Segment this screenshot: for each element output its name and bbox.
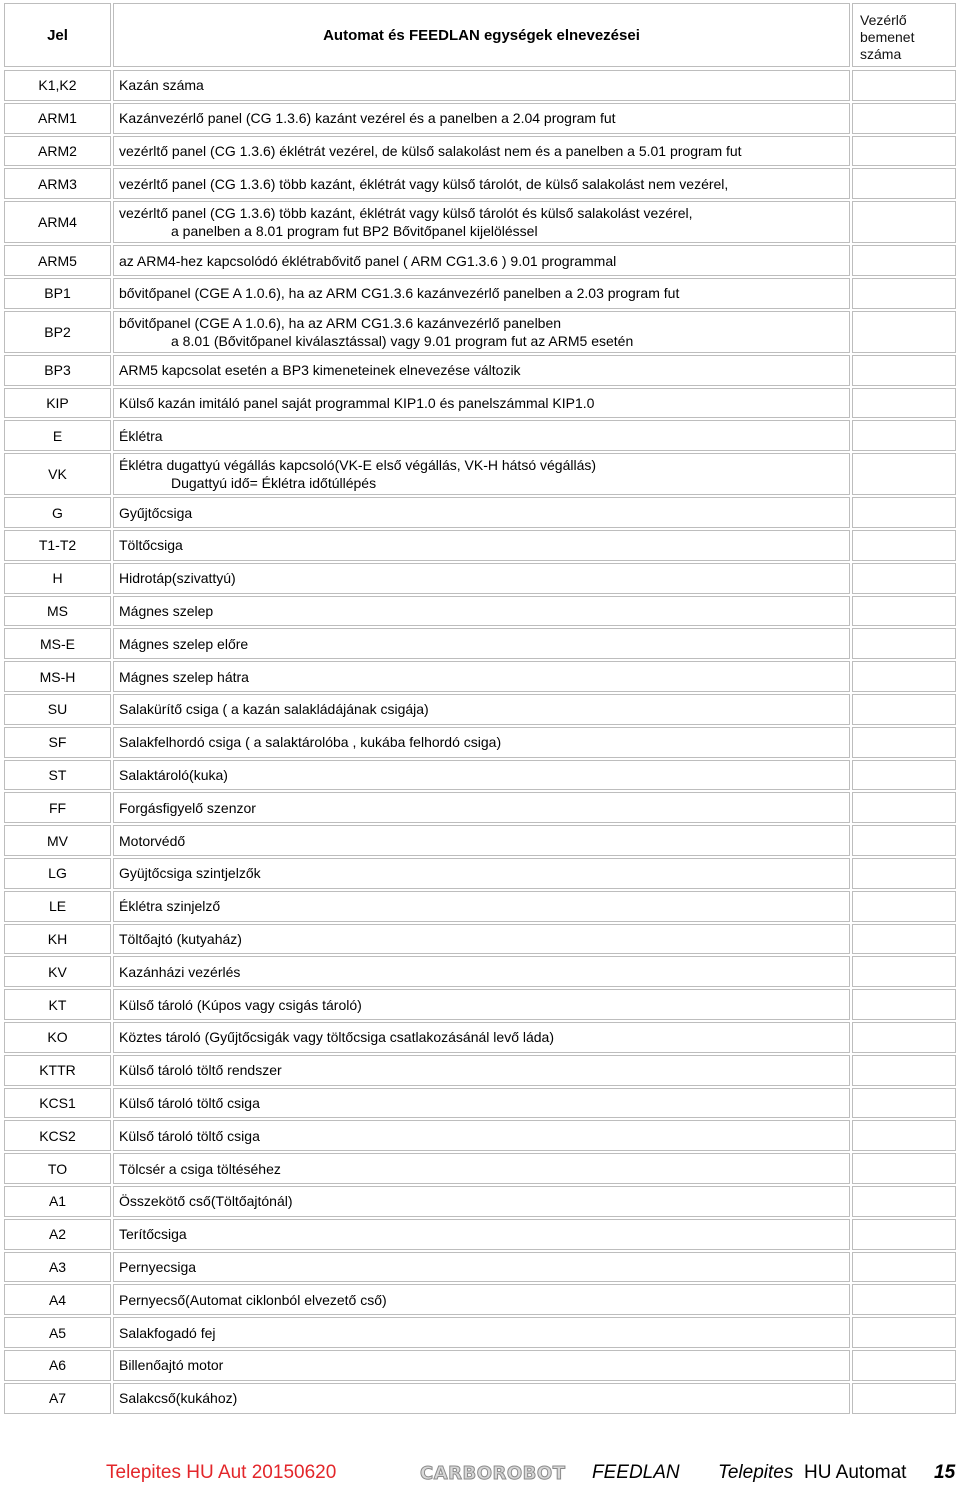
row-input-number: [852, 103, 956, 134]
header-input-number: [852, 3, 956, 67]
row-description-line: Billenőajtó motor: [119, 1357, 224, 1374]
table-row: [0, 858, 960, 889]
row-input-number: [852, 563, 956, 594]
row-input-number: [852, 956, 956, 987]
row-jel: KH: [4, 924, 111, 955]
row-description-line: vezérltő panel (CG 1.3.6) éklétrát vezérel, de külső salakolást nem és a panelben a 5.01 program fut: [119, 142, 742, 159]
row-jel: A3: [4, 1252, 111, 1283]
row-description: [113, 1317, 850, 1348]
row-jel: BP2: [4, 311, 111, 353]
table-row: [0, 1088, 960, 1119]
table-row: [0, 1317, 960, 1348]
row-description-line: vezérltő panel (CG 1.3.6) több kazánt, éklétrát vagy külső tárolót és külső salakolást vezérel,: [119, 205, 693, 222]
row-description: [113, 1055, 850, 1086]
row-description: [113, 245, 850, 276]
row-description-line: Töltőcsiga: [119, 537, 183, 554]
row-description-line: Külső tároló töltő csiga: [119, 1127, 260, 1144]
row-description: [113, 70, 850, 101]
row-description: [113, 168, 850, 199]
header-input-line-2: bemenet: [860, 29, 915, 45]
row-description: [113, 924, 850, 955]
row-description-line: Külső kazán imitáló panel saját programmal KIP1.0 és panelszámmal KIP1.0: [119, 394, 595, 411]
row-jel: A1: [4, 1186, 111, 1217]
row-description-line: bővitőpanel (CGE A 1.0.6), ha az ARM CG1.3.6 kazánvezérlő panelben a 2.03 program fut: [119, 285, 680, 302]
table-row: [0, 825, 960, 856]
row-description: [113, 1022, 850, 1053]
row-description-line: Salaktároló(kuka): [119, 766, 228, 783]
row-description-line: Külső tároló töltő rendszer: [119, 1062, 282, 1079]
table-row: [0, 311, 960, 353]
header-title: Automat és FEEDLAN egységek elnevezései: [113, 3, 850, 67]
row-input-number: [852, 70, 956, 101]
row-jel: ARM2: [4, 136, 111, 167]
table-row: [0, 70, 960, 101]
row-description: [113, 136, 850, 167]
row-jel: ARM5: [4, 245, 111, 276]
row-description: [113, 201, 850, 243]
row-description: [113, 1186, 850, 1217]
row-jel: G: [4, 497, 111, 528]
row-description-line: Gyüjtőcsiga szintjelzők: [119, 865, 261, 882]
row-input-number: [852, 628, 956, 659]
row-description-line: Éklétra szinjelző: [119, 898, 221, 915]
table-row: [0, 1350, 960, 1381]
row-input-number: [852, 136, 956, 167]
row-description-line: Mágnes szelep előre: [119, 635, 249, 652]
table-row: [0, 1383, 960, 1414]
row-input-number: [852, 727, 956, 758]
row-jel: ARM4: [4, 201, 111, 243]
row-input-number: [852, 661, 956, 692]
row-description: [113, 858, 850, 889]
row-description: [113, 989, 850, 1020]
table-row: [0, 563, 960, 594]
row-input-number: [852, 825, 956, 856]
row-input-number: [852, 420, 956, 451]
row-description: [113, 661, 850, 692]
row-jel: ARM1: [4, 103, 111, 134]
row-description: [113, 825, 850, 856]
row-jel: A4: [4, 1284, 111, 1315]
row-input-number: [852, 1252, 956, 1283]
table-row: [0, 694, 960, 725]
row-description-line: Kazánházi vezérlés: [119, 963, 241, 980]
row-jel: TO: [4, 1153, 111, 1184]
row-input-number: [852, 1219, 956, 1250]
row-description-line: Mágnes szelep: [119, 602, 214, 619]
row-jel: FF: [4, 792, 111, 823]
row-jel: T1-T2: [4, 530, 111, 561]
page-footer: [0, 1462, 960, 1488]
table-row: [0, 1153, 960, 1184]
row-jel: K1,K2: [4, 70, 111, 101]
row-description: [113, 453, 850, 495]
row-description-line: a 8.01 (Bővitőpanel kiválasztással) vagy 9.01 program fut az ARM5 esetén: [171, 332, 634, 349]
table-row: [0, 661, 960, 692]
table-row: [0, 760, 960, 791]
row-description-line: ARM5 kapcsolat esetén a BP3 kimeneteinek elnevezése változik: [119, 362, 521, 379]
row-description: [113, 497, 850, 528]
row-description: [113, 1383, 850, 1414]
table-row: [0, 530, 960, 561]
row-description: [113, 956, 850, 987]
header-input-line-3: száma: [860, 46, 902, 62]
row-input-number: [852, 924, 956, 955]
row-description: [113, 694, 850, 725]
header-jel: Jel: [4, 3, 111, 67]
table-row: [0, 989, 960, 1020]
row-input-number: [852, 596, 956, 627]
table-row: [0, 497, 960, 528]
footer-doc-type: Telepites: [718, 1462, 794, 1483]
row-description-line: Köztes tároló (Gyűjtőcsigák vagy töltőcsiga csatlakozásánál levő láda): [119, 1029, 554, 1046]
row-input-number: [852, 278, 956, 309]
row-input-number: [852, 1022, 956, 1053]
footer-page-number: 15: [934, 1462, 956, 1483]
row-input-number: [852, 1055, 956, 1086]
row-description: [113, 278, 850, 309]
row-input-number: [852, 1120, 956, 1151]
row-input-number: [852, 388, 956, 419]
row-description: [113, 1219, 850, 1250]
row-jel: A2: [4, 1219, 111, 1250]
table-row: [0, 1186, 960, 1217]
row-description-line: Kazán száma: [119, 77, 204, 94]
row-input-number: [852, 989, 956, 1020]
table-row: [0, 1055, 960, 1086]
row-description-line: Dugattyú idő= Éklétra időtúllépés: [171, 475, 377, 492]
table-row: [0, 1022, 960, 1053]
row-jel: KTTR: [4, 1055, 111, 1086]
row-description: [113, 1284, 850, 1315]
table-row: [0, 792, 960, 823]
row-input-number: [852, 453, 956, 495]
row-input-number: [852, 245, 956, 276]
row-input-number: [852, 201, 956, 243]
row-input-number: [852, 168, 956, 199]
row-description: [113, 727, 850, 758]
row-description: [113, 891, 850, 922]
row-input-number: [852, 1383, 956, 1414]
row-description: [113, 1153, 850, 1184]
row-jel: ST: [4, 760, 111, 791]
row-description: [113, 530, 850, 561]
row-jel: A7: [4, 1383, 111, 1414]
table-row: [0, 136, 960, 167]
row-description-line: Külső tároló (Kúpos vagy csigás tároló): [119, 996, 362, 1013]
row-input-number: [852, 497, 956, 528]
row-description-line: vezérltő panel (CG 1.3.6) több kazánt, éklétrát vagy külső tárolót, de külső salakolást nem vezérel,: [119, 175, 729, 192]
row-description-line: Forgásfigyelő szenzor: [119, 799, 256, 816]
row-jel: H: [4, 563, 111, 594]
footer-doc-id: Telepites HU Aut 20150620: [106, 1462, 337, 1483]
row-jel: E: [4, 420, 111, 451]
row-description-line: Salakfogadó fej: [119, 1324, 216, 1341]
row-description-line: Salakcső(kukához): [119, 1390, 238, 1407]
row-jel: LG: [4, 858, 111, 889]
footer-logo: CARBOROBOT: [420, 1463, 566, 1484]
header-input-line-1: Vezérlő: [860, 12, 907, 28]
row-jel: MS-E: [4, 628, 111, 659]
row-description: [113, 420, 850, 451]
table-row: [0, 245, 960, 276]
row-description-line: Éklétra dugattyú végállás kapcsoló(VK-E első végállás, VK-H hátsó végállás): [119, 457, 597, 474]
table-row: [0, 956, 960, 987]
row-description-line: Külső tároló töltő csiga: [119, 1094, 260, 1111]
row-description-line: Terítőcsiga: [119, 1226, 187, 1243]
row-input-number: [852, 530, 956, 561]
row-description-line: Pernyecsiga: [119, 1258, 197, 1275]
row-description-line: Éklétra: [119, 427, 163, 444]
table-row: [0, 420, 960, 451]
row-description-line: a panelben a 8.01 program fut BP2 Bővitőpanel kijelöléssel: [171, 223, 538, 240]
row-description-line: Mágnes szelep hátra: [119, 668, 249, 685]
row-jel: KT: [4, 989, 111, 1020]
row-jel: KCS1: [4, 1088, 111, 1119]
row-jel: KV: [4, 956, 111, 987]
row-input-number: [852, 858, 956, 889]
row-jel: KCS2: [4, 1120, 111, 1151]
table-row: [0, 628, 960, 659]
row-input-number: [852, 1317, 956, 1348]
row-input-number: [852, 694, 956, 725]
table-row: [0, 278, 960, 309]
row-description-line: az ARM4-hez kapcsolódó éklétrabővitő panel ( ARM CG1.3.6 ) 9.01 programmal: [119, 252, 617, 269]
row-input-number: [852, 891, 956, 922]
footer-product: FEEDLAN: [592, 1462, 680, 1483]
row-description-line: Salakfelhordó csiga ( a salaktárolóba , kukába felhordó csiga): [119, 734, 502, 751]
table-row: [0, 388, 960, 419]
row-description-line: Gyűjtőcsiga: [119, 504, 193, 521]
row-description: [113, 596, 850, 627]
table-row: [0, 201, 960, 243]
row-description-line: Kazánvezérlő panel (CG 1.3.6) kazánt vezérel és a panelben a 2.04 program fut: [119, 110, 616, 127]
row-jel: ARM3: [4, 168, 111, 199]
row-description: [113, 628, 850, 659]
row-description: [113, 792, 850, 823]
row-description-line: Salakürítő csiga ( a kazán salakládájának csigája): [119, 701, 429, 718]
table-row: [0, 453, 960, 495]
row-jel: A6: [4, 1350, 111, 1381]
row-input-number: [852, 1350, 956, 1381]
row-jel: MS: [4, 596, 111, 627]
row-input-number: [852, 311, 956, 353]
row-description-line: bővitőpanel (CGE A 1.0.6), ha az ARM CG1.3.6 kazánvezérlő panelben: [119, 314, 562, 331]
table-row: [0, 727, 960, 758]
row-description: [113, 1088, 850, 1119]
row-description-line: Pernyecső(Automat ciklonból elvezető cső): [119, 1291, 387, 1308]
row-input-number: [852, 760, 956, 791]
row-input-number: [852, 1153, 956, 1184]
row-jel: SF: [4, 727, 111, 758]
row-jel: KO: [4, 1022, 111, 1053]
table-row: [0, 168, 960, 199]
row-description-line: Töltőajtó (kutyaház): [119, 930, 242, 947]
table-row: [0, 924, 960, 955]
table-row: [0, 891, 960, 922]
table-row: [0, 355, 960, 386]
row-description: [113, 388, 850, 419]
row-input-number: [852, 355, 956, 386]
row-description: [113, 103, 850, 134]
row-jel: BP3: [4, 355, 111, 386]
row-input-number: [852, 1186, 956, 1217]
row-input-number: [852, 792, 956, 823]
table-row: [0, 103, 960, 134]
row-jel: SU: [4, 694, 111, 725]
row-description: [113, 760, 850, 791]
row-description: [113, 1120, 850, 1151]
row-description: [113, 563, 850, 594]
row-jel: VK: [4, 453, 111, 495]
row-description: [113, 311, 850, 353]
row-jel: MV: [4, 825, 111, 856]
row-jel: MS-H: [4, 661, 111, 692]
row-jel: BP1: [4, 278, 111, 309]
row-description-line: Hidrotáp(szivattyú): [119, 570, 236, 587]
table-header-row: [0, 3, 960, 67]
row-jel: LE: [4, 891, 111, 922]
row-input-number: [852, 1284, 956, 1315]
row-description: [113, 1350, 850, 1381]
table-row: [0, 596, 960, 627]
row-jel: A5: [4, 1317, 111, 1348]
row-input-number: [852, 1088, 956, 1119]
row-jel: KIP: [4, 388, 111, 419]
table-row: [0, 1219, 960, 1250]
row-description-line: Tölcsér a csiga töltéséhez: [119, 1160, 281, 1177]
row-description: [113, 355, 850, 386]
table-row: [0, 1120, 960, 1151]
row-description-line: Motorvédő: [119, 832, 186, 849]
row-description: [113, 1252, 850, 1283]
table-row: [0, 1284, 960, 1315]
row-description-line: Összekötő cső(Töltőajtónál): [119, 1193, 293, 1210]
footer-lang-product: HU Automat: [804, 1462, 907, 1483]
table-row: [0, 1252, 960, 1283]
